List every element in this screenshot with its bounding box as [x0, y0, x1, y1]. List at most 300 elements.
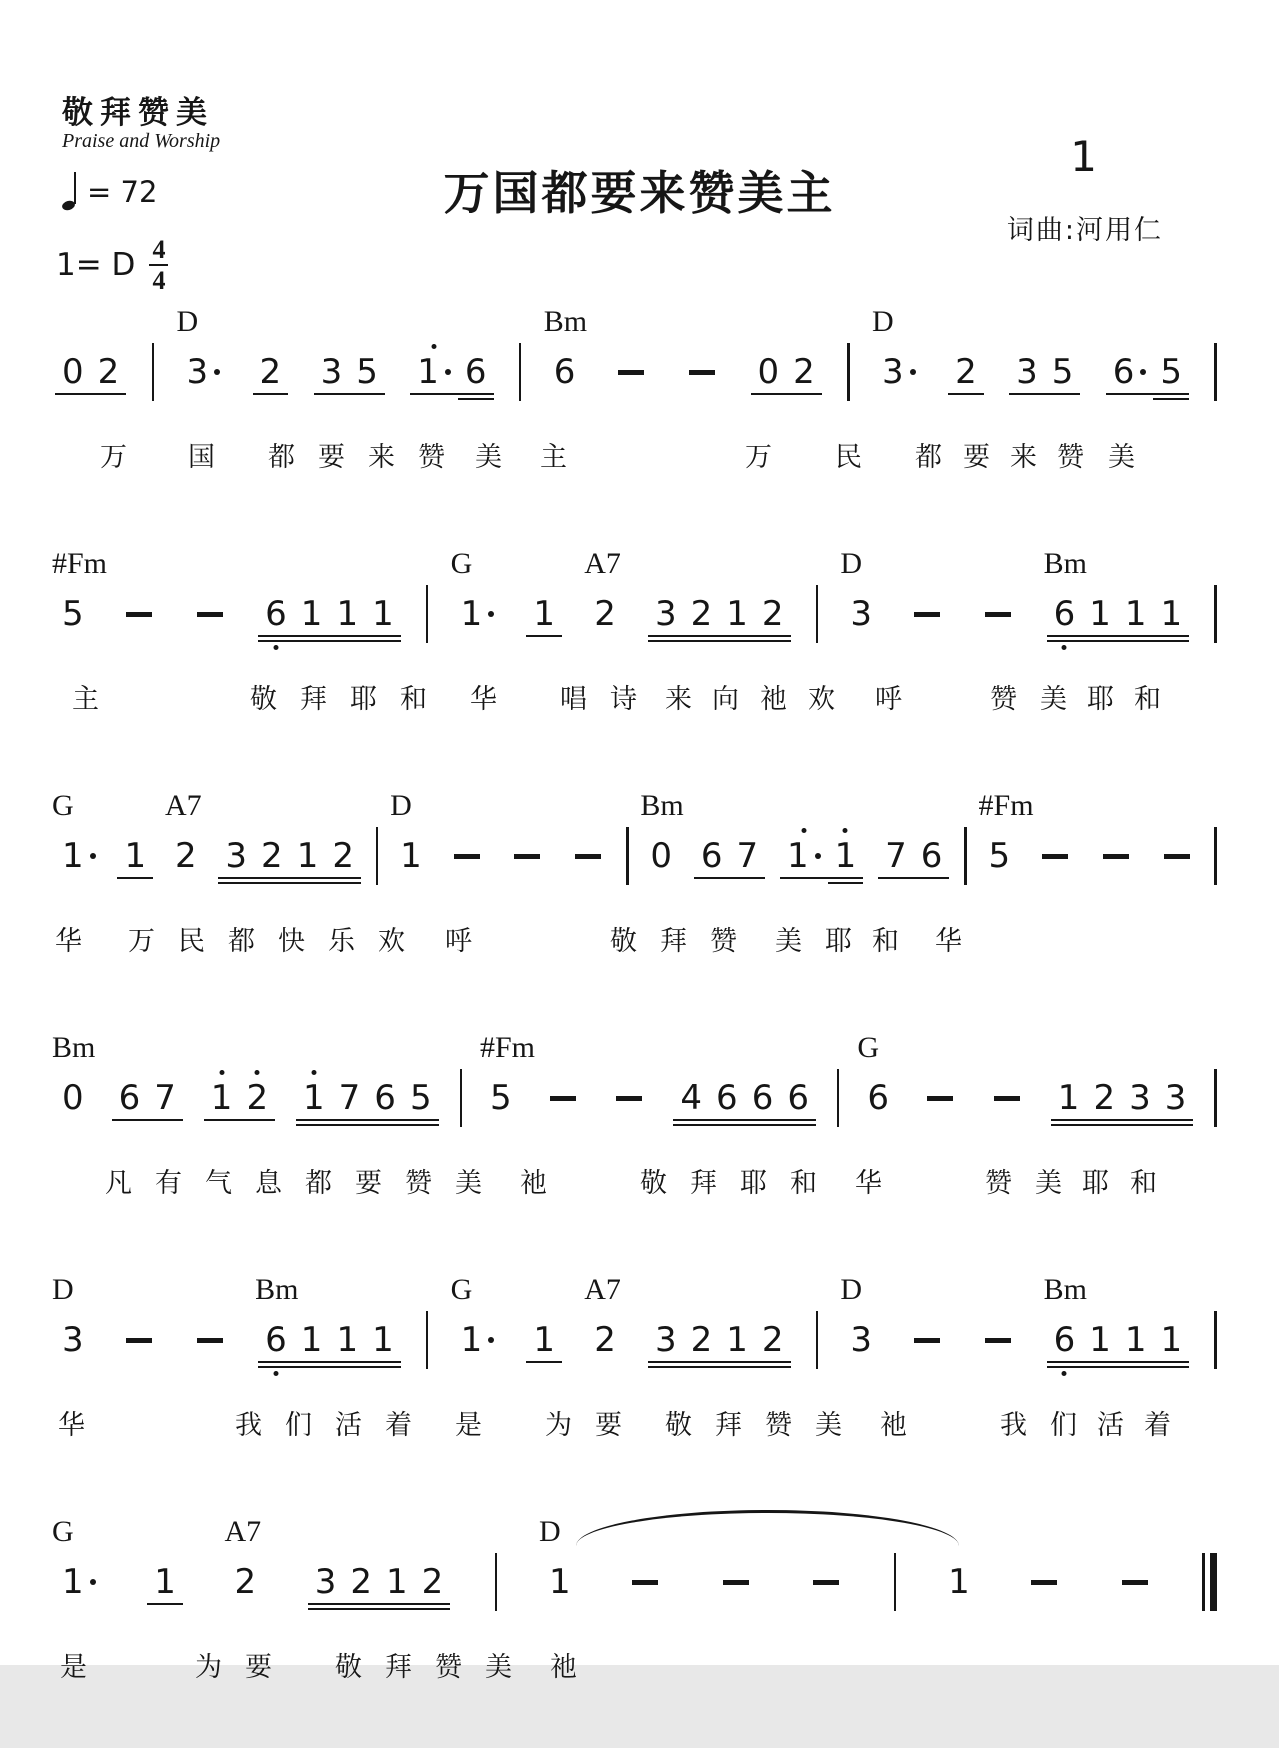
barline	[460, 1069, 463, 1127]
underline-eighth	[415, 1603, 451, 1606]
lyrics-row	[55, 1396, 1217, 1466]
note-number: 1	[1160, 1320, 1183, 1360]
chord-label: Bm	[255, 1273, 299, 1306]
lyric-syllable: 气	[205, 1168, 232, 1199]
dash-sustain	[679, 355, 725, 389]
barline	[964, 827, 967, 885]
note	[1043, 547, 1087, 634]
underline-eighth	[948, 393, 984, 396]
dash-bar	[994, 1096, 1020, 1101]
note	[450, 1273, 502, 1360]
note	[255, 1273, 299, 1360]
underline-eighth	[410, 393, 458, 396]
note-number: 2	[174, 836, 197, 876]
note	[365, 1320, 401, 1360]
score-area	[52, 296, 1217, 1748]
lyrics-row	[55, 1154, 1217, 1224]
chord-label: G	[450, 547, 473, 580]
note	[1009, 352, 1045, 392]
lyric-syllable: 来	[368, 442, 395, 473]
note-number: 1	[417, 352, 439, 392]
dash-bar	[197, 612, 223, 617]
underline-sixteenth	[1086, 1124, 1122, 1127]
underline-sixteenth	[296, 1124, 332, 1127]
dash-sustain	[608, 355, 654, 389]
beam-group	[648, 1320, 791, 1360]
score-system	[52, 1273, 1217, 1506]
underline-eighth	[308, 1603, 344, 1606]
note	[978, 789, 1034, 876]
beam-group	[204, 1078, 275, 1118]
lyric-syllable: 活	[335, 1410, 362, 1441]
underline-sixteenth	[458, 398, 494, 401]
note-number: 3	[320, 352, 343, 392]
note	[730, 836, 766, 876]
underline-sixteenth	[254, 882, 290, 885]
underline-eighth	[147, 1119, 183, 1122]
underline-eighth	[329, 635, 365, 638]
note	[684, 1320, 720, 1360]
note	[648, 1320, 684, 1360]
note-number: 1	[124, 836, 147, 876]
underline-sixteenth	[379, 1608, 415, 1611]
note	[719, 594, 755, 634]
lyric-syllable: 们	[1050, 1410, 1077, 1441]
dash-sustain	[540, 1081, 586, 1115]
note-number: 5	[356, 352, 378, 392]
underline-sixteenth	[684, 640, 720, 643]
underline-eighth	[117, 877, 153, 880]
chord-label: Bm	[543, 305, 588, 338]
note	[751, 352, 787, 392]
note	[1082, 594, 1118, 634]
underline-sixteenth	[1158, 1124, 1194, 1127]
note	[91, 352, 127, 392]
tie-arc	[576, 1510, 959, 1546]
lyric-syllable: 呼	[445, 926, 472, 957]
chord-label: A7	[224, 1515, 262, 1548]
note-number: 3	[1164, 1078, 1187, 1118]
note	[224, 1515, 263, 1602]
lyric-syllable: 祂	[880, 1410, 907, 1441]
underline-eighth	[294, 1361, 330, 1364]
note	[538, 1515, 578, 1602]
score-system	[52, 1031, 1217, 1264]
dash-sustain	[975, 1323, 1021, 1357]
score-system	[55, 305, 1217, 538]
lyric-syllable: 耶	[740, 1168, 767, 1199]
note	[1045, 352, 1081, 392]
note-number: 0	[757, 352, 780, 392]
dash-sustain	[444, 839, 490, 873]
octave-dot-below	[1062, 645, 1067, 650]
note	[948, 352, 984, 392]
note-number: 6	[265, 594, 287, 634]
lyric-syllable: 和	[1134, 684, 1161, 715]
underline-eighth	[55, 393, 91, 396]
note-number: 1	[303, 1078, 325, 1118]
beam-group	[526, 1320, 562, 1360]
chord-label: #Fm	[479, 1031, 535, 1064]
octave-dot-below	[1062, 1371, 1067, 1376]
barline	[1214, 343, 1217, 401]
note	[349, 352, 385, 392]
underline-eighth	[239, 1119, 275, 1122]
note-number: 1	[460, 594, 483, 634]
beam-group	[780, 836, 863, 876]
dash-sustain	[565, 839, 611, 873]
underline-eighth	[367, 1119, 403, 1122]
note	[308, 1562, 344, 1602]
dash-bar	[616, 1096, 642, 1101]
octave-dot-above	[219, 1070, 224, 1075]
note-number: 3	[655, 594, 677, 634]
final-barline-thick	[1210, 1553, 1217, 1611]
underline-eighth	[253, 393, 289, 396]
note	[872, 305, 923, 392]
beam-group	[117, 836, 153, 876]
note-number: 1	[372, 1320, 394, 1360]
barline	[152, 343, 155, 401]
time-signature-numerator: 4	[149, 236, 168, 266]
note	[52, 547, 108, 634]
dash-sustain	[713, 1565, 759, 1599]
dash-bar	[1103, 854, 1129, 859]
augmentation-dot	[90, 1579, 96, 1585]
dash-sustain	[187, 597, 233, 631]
dash-sustain	[1093, 839, 1139, 873]
underline-eighth	[314, 393, 350, 396]
lyric-syllable: 耶	[1082, 1168, 1109, 1199]
notes-row	[52, 1273, 1217, 1370]
underline-eighth	[1051, 1119, 1087, 1122]
note	[719, 1320, 755, 1360]
note-number: 1	[1089, 1320, 1111, 1360]
final-barline	[1202, 1553, 1217, 1611]
note-number: 2	[97, 352, 120, 392]
note	[239, 1078, 275, 1118]
note	[840, 1273, 879, 1360]
note	[253, 352, 289, 392]
note	[52, 1273, 91, 1360]
underline-eighth	[254, 877, 290, 880]
note-number: 6	[751, 1078, 774, 1118]
lyric-syllable: 赞	[985, 1168, 1012, 1199]
note	[755, 594, 791, 634]
note-number: 2	[332, 836, 354, 876]
publisher-logo-english: Praise and Worship	[62, 130, 221, 153]
note-number: 1	[154, 1562, 176, 1602]
lyric-syllable: 来	[1010, 442, 1037, 473]
beam-group	[1051, 1078, 1194, 1118]
underline-sixteenth	[415, 1608, 451, 1611]
dash-sustain	[984, 1081, 1030, 1115]
lyric-syllable: 息	[255, 1168, 282, 1199]
underline-eighth	[1106, 393, 1154, 396]
underline-eighth	[1153, 393, 1189, 396]
dash-bar	[575, 854, 601, 859]
chord-label: #Fm	[52, 547, 108, 580]
underline-eighth	[349, 393, 385, 396]
lyric-syllable: 唱	[560, 684, 587, 715]
note-number: 1	[726, 594, 748, 634]
note-number: 6	[553, 352, 576, 392]
beam-group	[258, 594, 401, 634]
note	[117, 836, 153, 876]
note	[640, 789, 684, 876]
note	[1051, 1078, 1087, 1118]
note-number: 2	[793, 352, 815, 392]
note	[543, 305, 588, 392]
note-number: 7	[338, 1078, 361, 1118]
augmentation-dot	[1140, 369, 1146, 375]
note	[365, 594, 401, 634]
tempo-marking	[62, 172, 157, 212]
barline	[837, 1069, 840, 1127]
barline	[1214, 585, 1217, 643]
note	[294, 1320, 330, 1360]
note-number: 4	[680, 1078, 703, 1118]
chord-label: A7	[164, 789, 202, 822]
underline-sixteenth	[1153, 398, 1189, 401]
note-number: 2	[955, 352, 977, 392]
note	[526, 1320, 562, 1360]
score-system	[52, 789, 1217, 1022]
beam-group	[526, 594, 562, 634]
note-number: 7	[736, 836, 759, 876]
beam-group	[673, 1078, 816, 1118]
underline-eighth	[91, 393, 127, 396]
lyric-syllable: 要	[595, 1410, 622, 1441]
score-system	[52, 547, 1217, 780]
note	[941, 1562, 977, 1602]
underline-sixteenth	[294, 640, 330, 643]
underline-eighth	[1047, 1361, 1083, 1364]
octave-dot-above	[311, 1070, 316, 1075]
underline-eighth	[1082, 635, 1118, 638]
beam-group	[410, 352, 493, 392]
note-number: 6	[464, 352, 487, 392]
lyric-syllable: 着	[385, 1410, 412, 1441]
dash-sustain	[917, 1081, 963, 1115]
underline-eighth	[780, 1119, 816, 1122]
note	[329, 1320, 365, 1360]
underline-eighth	[258, 1361, 294, 1364]
underline-eighth	[755, 1361, 791, 1364]
lyric-syllable: 都	[305, 1168, 332, 1199]
lyric-syllable: 都	[268, 442, 295, 473]
dash-bar	[1164, 854, 1190, 859]
underline-eighth	[648, 1361, 684, 1364]
note	[176, 305, 228, 392]
dash-bar	[813, 1580, 839, 1585]
underline-eighth	[694, 877, 730, 880]
note	[164, 789, 204, 876]
note	[415, 1562, 451, 1602]
octave-dot-above	[801, 828, 806, 833]
chord-label: G	[450, 1273, 473, 1306]
lyric-syllable: 们	[285, 1410, 312, 1441]
lyrics-row	[55, 428, 1217, 498]
underline-eighth	[526, 635, 562, 638]
beam-group	[1043, 1273, 1190, 1360]
lyric-syllable: 诗	[610, 684, 637, 715]
lyric-syllable: 耶	[1087, 684, 1114, 715]
chord-label: A7	[584, 547, 621, 580]
underline-sixteenth	[719, 1366, 755, 1369]
dash-bar	[632, 1580, 658, 1585]
lyric-syllable: 是	[455, 1410, 482, 1441]
dash-sustain	[1112, 1565, 1158, 1599]
lyric-syllable: 国	[188, 442, 215, 473]
beam-group	[751, 352, 822, 392]
dash-bar	[927, 1096, 953, 1101]
lyric-syllable: 要	[355, 1168, 382, 1199]
lyric-syllable: 赞	[990, 684, 1017, 715]
dash-sustain	[975, 597, 1021, 631]
underline-eighth	[112, 1119, 148, 1122]
dash-bar	[985, 1338, 1011, 1343]
underline-eighth	[1086, 1119, 1122, 1122]
dash-bar	[723, 1580, 749, 1585]
lyrics-row	[55, 912, 1217, 982]
note-number: 6	[1053, 594, 1076, 634]
underline-eighth	[730, 877, 766, 880]
note-number: 2	[234, 1562, 257, 1602]
underline-eighth	[1153, 635, 1189, 638]
dash-bar	[1122, 1580, 1148, 1585]
note	[55, 352, 91, 392]
note	[694, 836, 730, 876]
note-number: 1	[62, 1562, 84, 1602]
octave-dot-below	[273, 645, 278, 650]
lyric-syllable: 都	[915, 442, 942, 473]
chord-label: D	[52, 1273, 74, 1306]
note	[458, 352, 494, 392]
octave-dot-above	[843, 828, 848, 833]
note-number: 1	[372, 594, 394, 634]
underline-sixteenth	[218, 882, 254, 885]
barline	[894, 1553, 897, 1611]
note	[329, 594, 365, 634]
note-number: 3	[882, 352, 904, 392]
note-number: 2	[690, 1320, 713, 1360]
underline-sixteenth	[1047, 1366, 1083, 1369]
lyric-syllable: 美	[1035, 1168, 1062, 1199]
chord-label: Bm	[1043, 1273, 1087, 1306]
dash-sustain	[504, 839, 550, 873]
lyric-syllable: 有	[155, 1168, 182, 1199]
lyric-syllable: 拜	[660, 926, 687, 957]
lyric-syllable: 要	[963, 442, 990, 473]
note-number: 2	[259, 352, 282, 392]
chord-label: Bm	[640, 789, 684, 822]
underline-sixteenth	[648, 640, 684, 643]
lyric-syllable: 为	[545, 1410, 572, 1441]
dash-sustain	[622, 1565, 668, 1599]
note-number: 6	[118, 1078, 141, 1118]
final-barline-thin	[1202, 1553, 1205, 1611]
beam-group	[948, 352, 984, 392]
note-number: 3	[850, 1320, 873, 1360]
dash-sustain	[116, 597, 162, 631]
note-number: 3	[850, 594, 873, 634]
underline-eighth	[526, 1361, 562, 1364]
note-number: 1	[1160, 594, 1183, 634]
chord-label: D	[390, 789, 412, 822]
underline-eighth	[147, 1603, 183, 1606]
lyric-syllable: 敬	[665, 1410, 692, 1441]
underline-eighth	[1047, 635, 1083, 638]
lyric-syllable: 民	[178, 926, 205, 957]
chord-label: G	[857, 1031, 880, 1064]
dash-bar	[126, 1338, 152, 1343]
underline-sixteenth	[1153, 1366, 1189, 1369]
beam-group	[694, 836, 765, 876]
note-number: 0	[62, 352, 84, 392]
underline-eighth	[290, 877, 326, 880]
note-number: 1	[400, 836, 422, 876]
underline-eighth	[258, 635, 294, 638]
notes-row	[55, 305, 1217, 402]
note	[254, 836, 290, 876]
lyric-syllable: 美	[1108, 442, 1135, 473]
underline-sixteenth	[828, 882, 864, 885]
note	[1043, 1273, 1087, 1360]
note	[914, 836, 950, 876]
note	[450, 547, 502, 634]
underline-eighth	[745, 1119, 781, 1122]
underline-eighth	[684, 635, 720, 638]
note-number: 1	[834, 836, 857, 876]
note-number: 5	[62, 594, 84, 634]
underline-eighth	[755, 635, 791, 638]
lyrics-row	[55, 1638, 1217, 1708]
note-number: 2	[761, 1320, 784, 1360]
dash-bar	[454, 854, 480, 859]
note	[218, 836, 254, 876]
underline-sixteenth	[343, 1608, 379, 1611]
note-number: 1	[533, 594, 556, 634]
underline-eighth	[294, 635, 330, 638]
note-number: 0	[650, 836, 673, 876]
note	[290, 836, 326, 876]
dash-bar	[689, 370, 715, 375]
lyric-syllable: 美	[455, 1168, 482, 1199]
score-system	[52, 1515, 1217, 1748]
barline	[519, 343, 522, 401]
note	[410, 352, 458, 392]
chord-label: Bm	[52, 1031, 96, 1064]
note-number: 1	[336, 594, 359, 634]
publisher-logo	[62, 96, 220, 153]
note	[147, 1078, 183, 1118]
augmentation-dot	[815, 853, 821, 859]
note-number: 2	[1093, 1078, 1116, 1118]
underline-sixteenth	[1118, 640, 1154, 643]
lyric-syllable: 拜	[385, 1652, 412, 1683]
tempo-value: = 72	[87, 175, 158, 209]
notes-row	[52, 1031, 1217, 1128]
underline-sixteenth	[258, 640, 294, 643]
beam-group	[878, 836, 949, 876]
underline-eighth	[1045, 393, 1081, 396]
note-number: 2	[350, 1562, 372, 1602]
lyric-syllable: 赞	[418, 442, 445, 473]
dash-bar	[126, 612, 152, 617]
chord-label: D	[872, 305, 894, 338]
notes-row	[52, 1515, 1217, 1612]
